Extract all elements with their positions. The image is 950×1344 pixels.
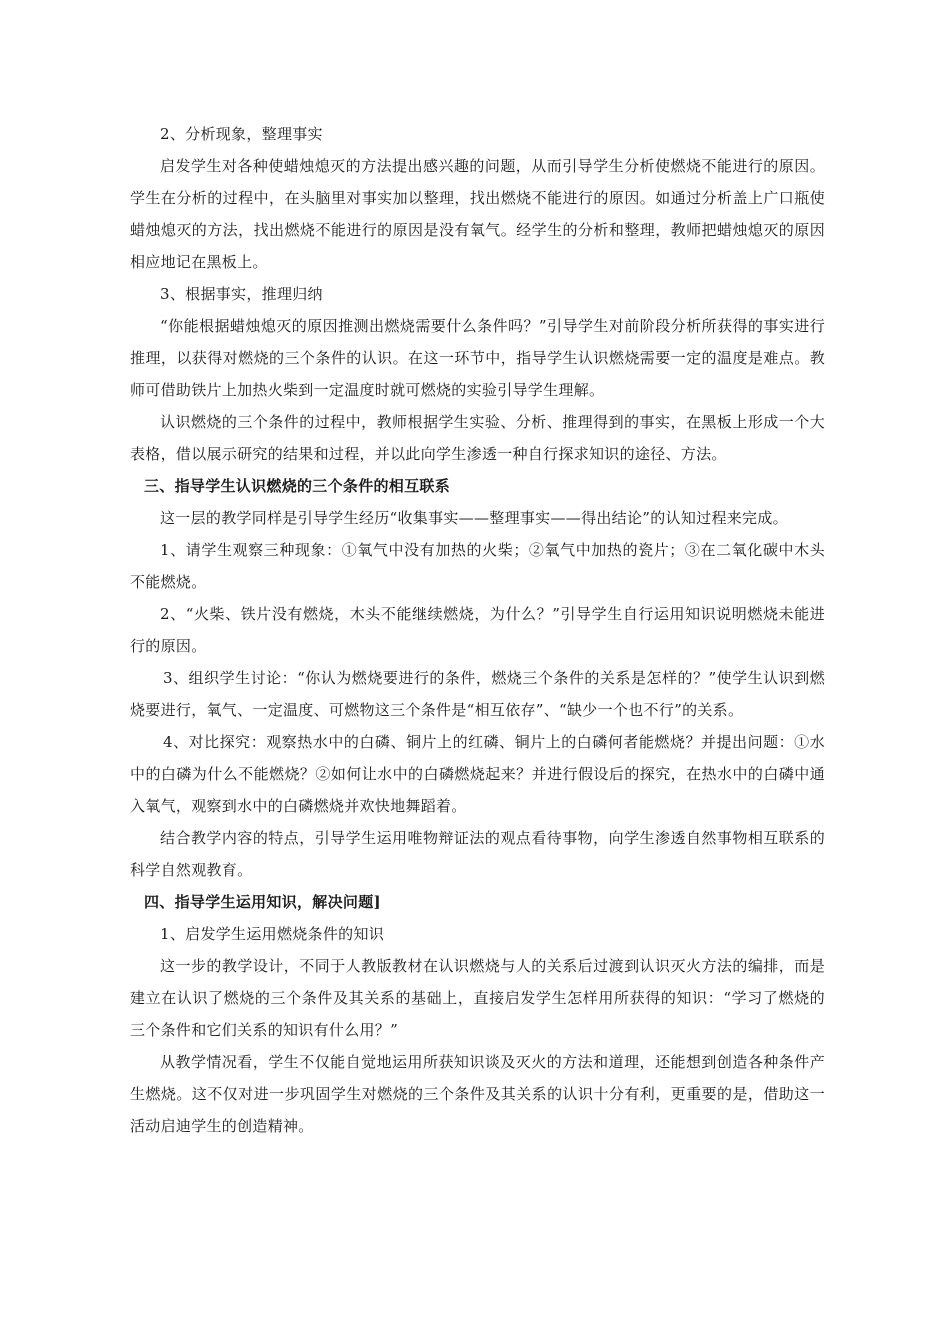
subsection-heading-apply: 1、启发学生运用燃烧条件的知识 xyxy=(160,925,385,943)
list-item-observe: 1、请学生观察三种现象：①氧气中没有加热的火柴；②氧气中加热的瓷片；③在二氧化碳中木头不能燃烧。 xyxy=(130,541,825,591)
document-body xyxy=(130,118,825,1142)
paragraph-dialectics: 结合教学内容的特点，引导学生运用唯物辩证法的观点看待事物，向学生渗透自然事物相互联系的科学自然观教育。 xyxy=(130,829,825,879)
subsection-heading-reasoning: 3、根据事实，推理归纳 xyxy=(160,285,323,303)
paragraph-outcome: 从教学情况看，学生不仅能自觉地运用所获知识谈及灭火的方法和道理，还能想到创造各种条件产生燃烧。这不仅对进一步巩固学生对燃烧的三个条件及其关系的认识十分有利，更重要的是，借助这一活动启迪学生的创造精神。 xyxy=(130,1053,825,1135)
section-heading-three: 三、指导学生认识燃烧的三个条件的相互联系 xyxy=(144,477,451,495)
list-item-discussion: 3、组织学生讨论：“你认为燃烧要进行的条件，燃烧三个条件的关系是怎样的？”使学生认识到燃烧要进行，氧气、一定温度、可燃物这三个条件是“相互依存”、“缺少一个也不行”的关系。 xyxy=(130,669,825,719)
paragraph-analyze-facts: 启发学生对各种使蜡烛熄灭的方法提出感兴趣的问题，从而引导学生分析使燃烧不能进行的原因。学生在分析的过程中，在头脑里对事实加以整理，找出燃烧不能进行的原因。如通过分析盖上广口瓶使蜡烛熄灭的方法，找出燃烧不能进行的原因是没有氧气。经学生的分析和整理，教师把蜡烛熄灭的原因相应地记在黑板上。 xyxy=(130,157,825,271)
section-heading-four: 四、指导学生运用知识，解决问题] xyxy=(144,893,381,911)
paragraph-three-conditions: 认识燃烧的三个条件的过程中，教师根据学生实验、分析、推理得到的事实，在黑板上形成一个大表格，借以展示研究的结果和过程，并以此向学生渗透一种自行探求知识的途径、方法。 xyxy=(130,413,825,463)
paragraph-design: 这一步的教学设计，不同于人教版教材在认识燃烧与人的关系后过渡到认识灭火方法的编排，而是建立在认识了燃烧的三个条件及其关系的基础上，直接启发学生怎样用所获得的知识：“学习了燃烧的三个条件和它们关系的知识有什么用？” xyxy=(130,957,825,1039)
list-item-why: 2、“火柴、铁片没有燃烧，木头不能继续燃烧，为什么？”引导学生自行运用知识说明燃烧未能进行的原因。 xyxy=(130,605,825,655)
paragraph-reasoning-question: “你能根据蜡烛熄灭的原因推测出燃烧需要什么条件吗？”引导学生对前阶段分析所获得的事实进行推理，以获得对燃烧的三个条件的认识。在这一环节中，指导学生认识燃烧需要一定的温度是难点。教师可借助铁片上加热火柴到一定温度时就可燃烧的实验引导学生理解。 xyxy=(130,317,825,399)
list-item-comparison: 4、对比探究：观察热水中的白磷、铜片上的红磷、铜片上的白磷何者能燃烧？并提出问题：①水中的白磷为什么不能燃烧？②如何让水中的白磷燃烧起来？并进行假设后的探究，在热水中的白磷中通入氧气，观察到水中的白磷燃烧并欢快地舞蹈着。 xyxy=(130,733,825,815)
subsection-heading-analyze: 2、分析现象，整理事实 xyxy=(160,125,323,143)
paragraph-teaching-process: 这一层的教学同样是引导学生经历“收集事实——整理事实——得出结论”的认知过程来完成。 xyxy=(160,509,788,527)
